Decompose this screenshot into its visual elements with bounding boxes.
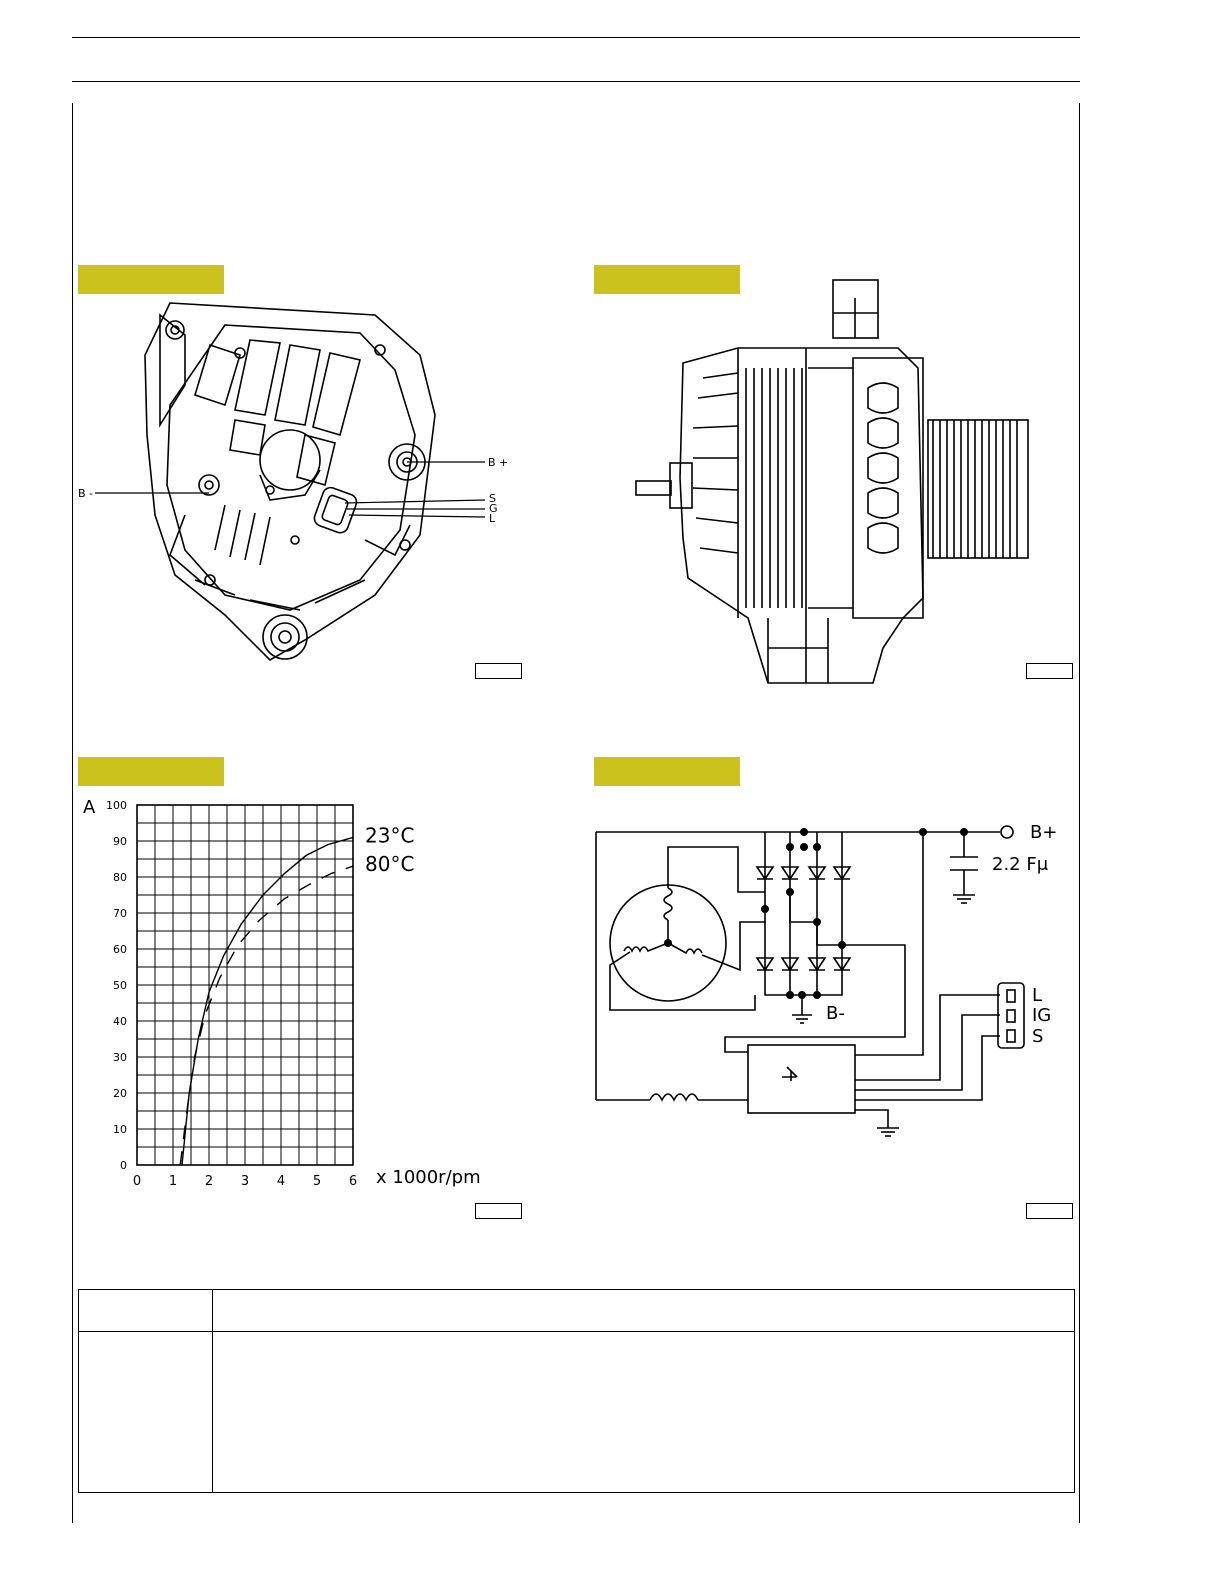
terminal-label-b-minus: B - <box>78 487 94 500</box>
specification-table <box>78 1289 1075 1493</box>
chart-x-tick-label: 2 <box>204 1174 214 1189</box>
circuit-label-ig: IG <box>1032 1005 1052 1026</box>
chart-y-tick-label: 50 <box>113 979 127 992</box>
chart-x-tick-label: 0 <box>132 1174 142 1189</box>
header-rule-top <box>72 37 1080 38</box>
chart-tick-labels <box>106 799 357 1189</box>
chart-y-tick-label: 70 <box>113 907 127 920</box>
chart-y-tick-label: 20 <box>113 1087 127 1100</box>
terminal-label-s: S <box>489 492 496 505</box>
chart-y-tick-label: 80 <box>113 871 127 884</box>
circuit-label-b-minus: B- <box>826 1003 845 1024</box>
spec-table-body-value-cell <box>213 1332 1075 1493</box>
terminal-label-g: G <box>489 502 498 515</box>
circuit-label-b-plus: B+ <box>1030 822 1058 843</box>
figure-number-box-chart <box>475 1203 522 1219</box>
alternator-circuit-diagram <box>590 815 1075 1145</box>
spec-table-body-label-cell <box>79 1332 213 1493</box>
section-tag-rear-view <box>78 265 224 294</box>
chart-y-axis-label: A <box>83 797 96 818</box>
section-tag-circuit <box>594 757 740 786</box>
circuit-label-s: S <box>1032 1026 1044 1047</box>
chart-y-tick-label: 0 <box>120 1159 127 1172</box>
circuit-label-capacitor: 2.2 Fμ <box>992 854 1049 875</box>
page-border-right <box>1079 103 1080 1523</box>
output-current-chart <box>78 793 528 1193</box>
chart-series <box>180 837 353 1165</box>
chart-y-tick-label: 90 <box>113 835 127 848</box>
spec-table-header-value-cell <box>213 1290 1075 1332</box>
chart-y-tick-label: 60 <box>113 943 127 956</box>
chart-y-tick-label: 10 <box>113 1123 127 1136</box>
chart-x-tick-label: 3 <box>240 1174 250 1189</box>
chart-x-tick-label: 6 <box>348 1174 358 1189</box>
chart-y-tick-label: 30 <box>113 1051 127 1064</box>
chart-series-line-2 <box>180 866 353 1165</box>
circuit-label-l: L <box>1032 985 1043 1006</box>
chart-x-axis-label: x 1000r/pm <box>376 1167 481 1188</box>
chart-legend <box>365 823 414 876</box>
terminal-label-l: L <box>489 512 496 525</box>
chart-legend-label-1: 23°C <box>365 823 415 848</box>
spec-table-header-label-cell <box>79 1290 213 1332</box>
chart-x-tick-label: 5 <box>312 1174 322 1189</box>
header-rule-bottom <box>72 81 1080 82</box>
chart-series-line-1 <box>182 837 353 1165</box>
terminal-label-b-plus: B + <box>488 456 509 469</box>
page-border-left <box>72 103 73 1523</box>
chart-x-tick-label: 4 <box>276 1174 286 1189</box>
chart-legend-label-2: 80°C <box>365 852 415 877</box>
figure-number-box-circuit <box>1026 1203 1073 1219</box>
chart-y-tick-label: 100 <box>106 799 127 812</box>
section-tag-output-chart <box>78 757 224 786</box>
alternator-rear-view <box>75 295 525 670</box>
chart-y-tick-label: 40 <box>113 1015 127 1028</box>
chart-x-tick-label: 1 <box>168 1174 178 1189</box>
alternator-side-view <box>628 278 1038 690</box>
chart-grid <box>137 805 353 1165</box>
